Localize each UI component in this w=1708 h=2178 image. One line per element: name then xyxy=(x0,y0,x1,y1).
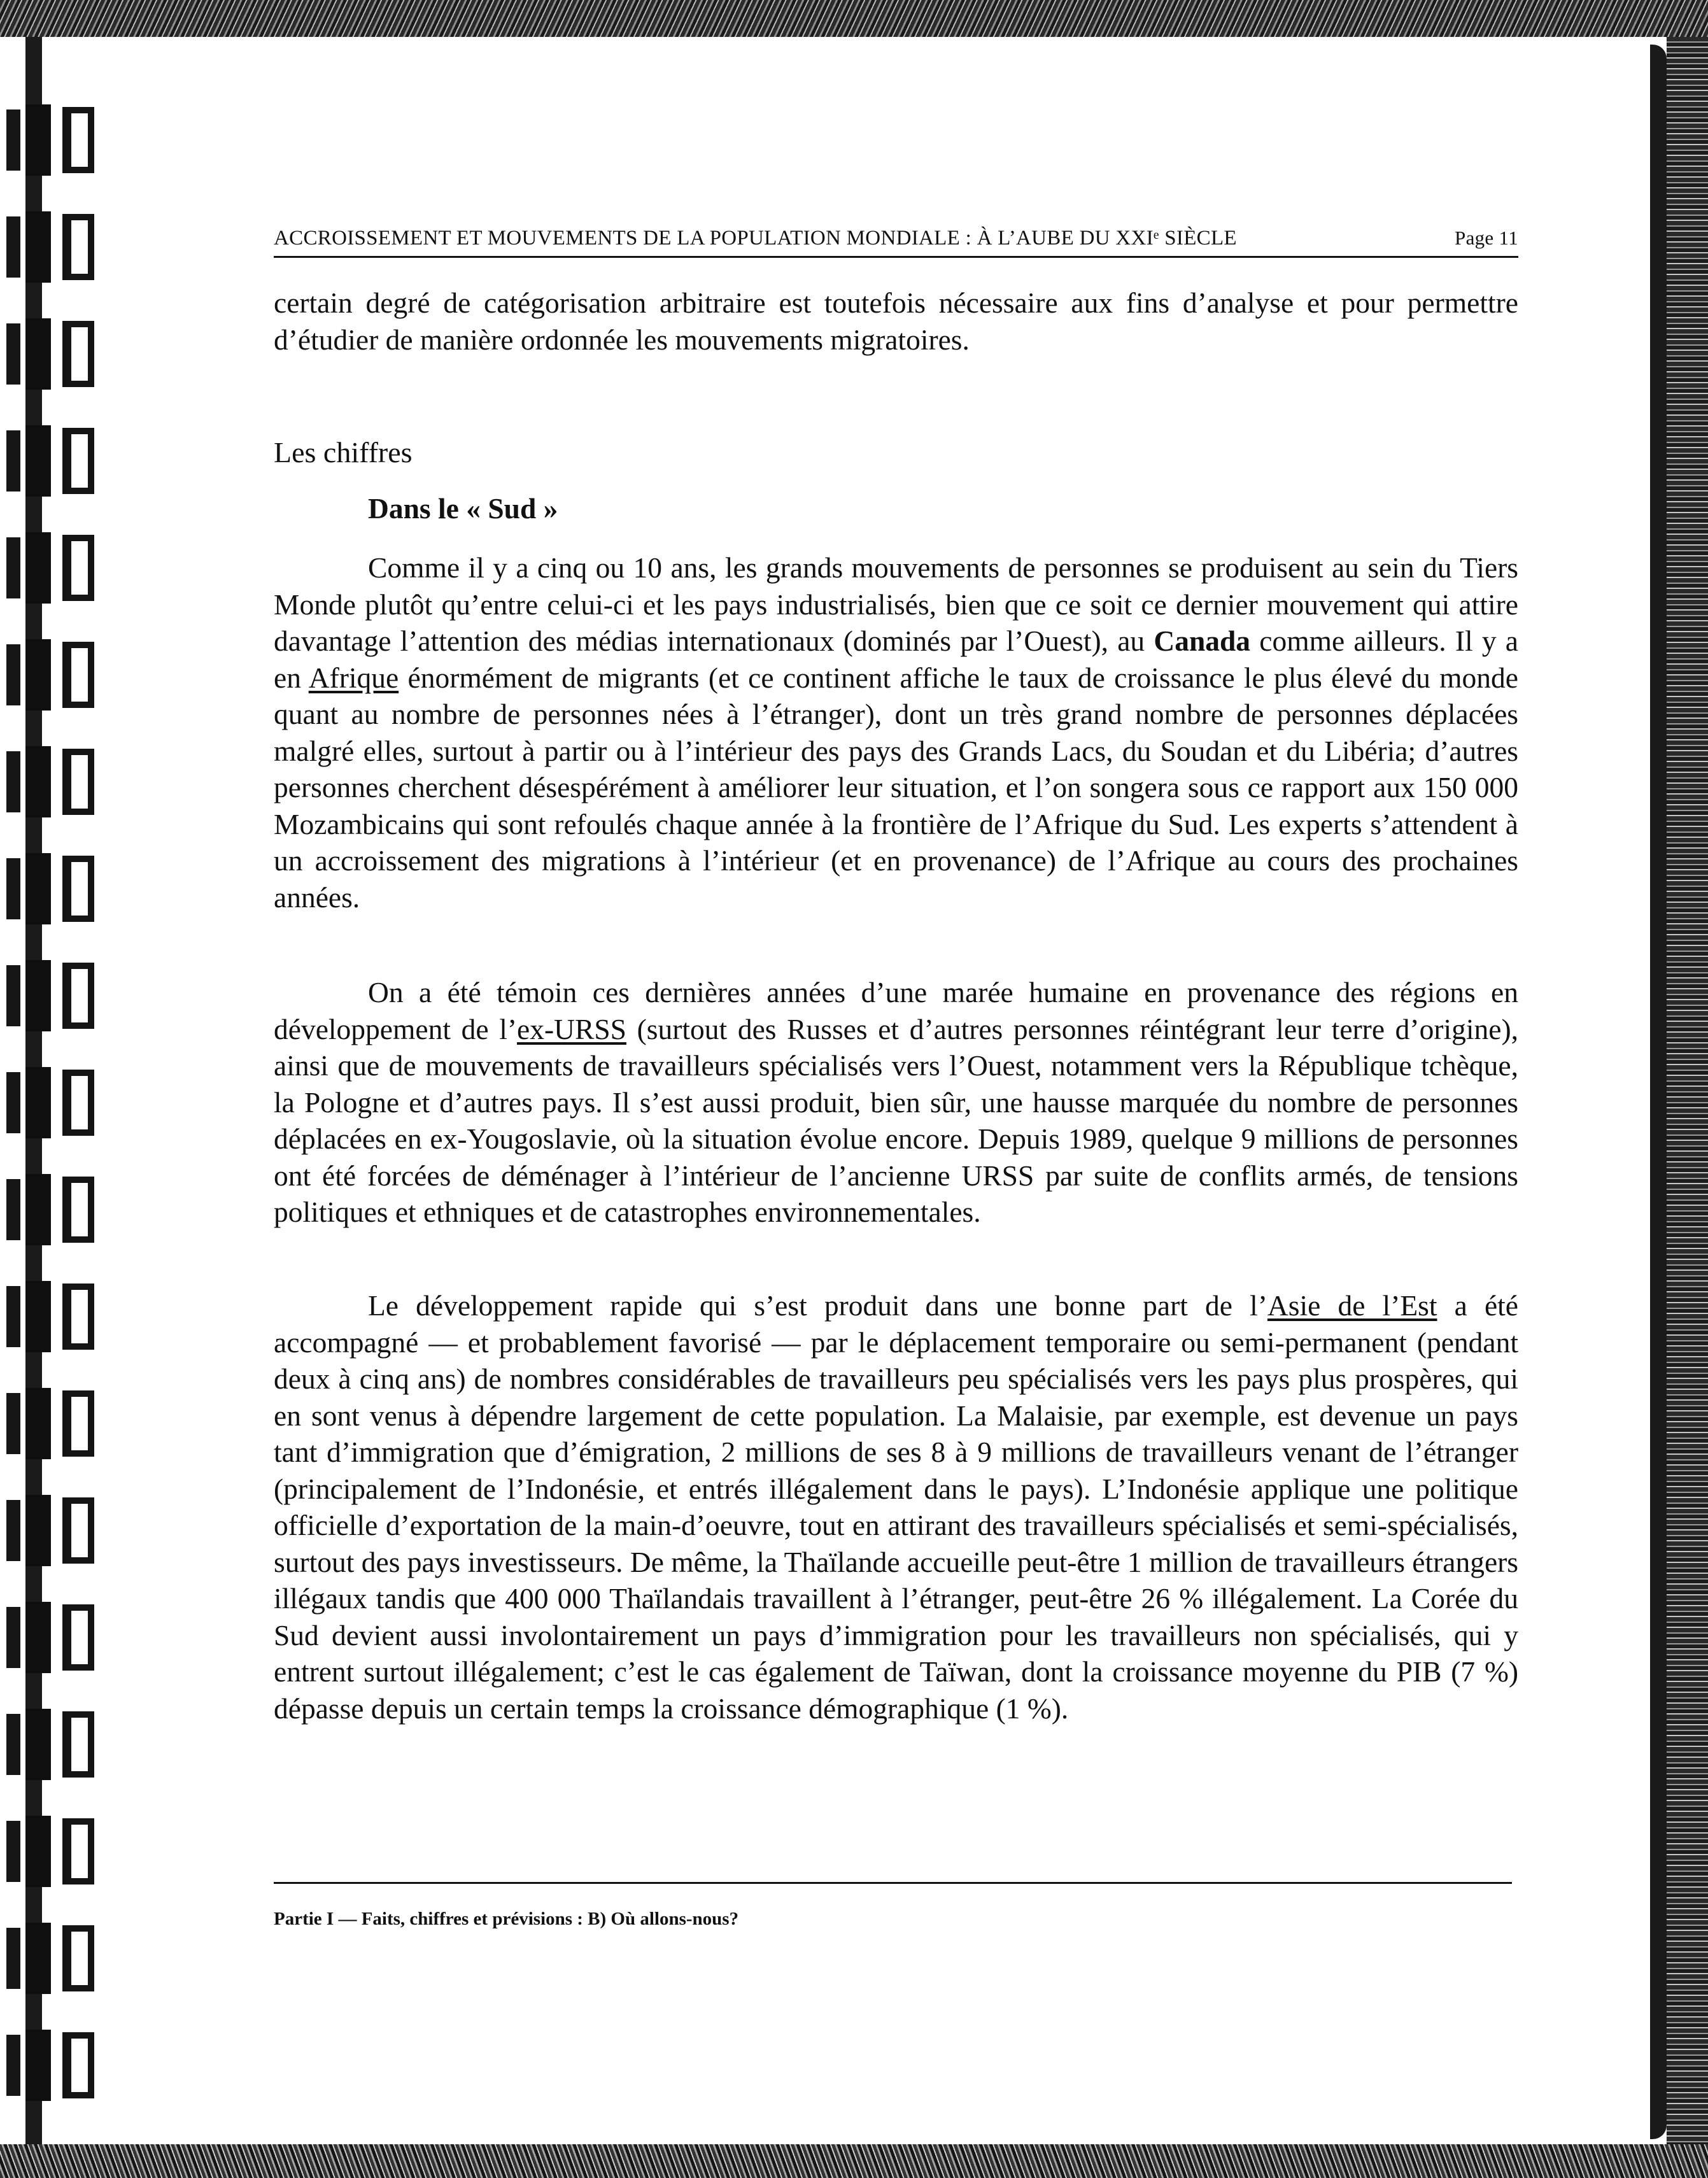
intro-paragraph: certain degré de catégorisation arbitraire est toutefois nécessaire aux fins d’analyse et pour permettre d’étudier de manière ordonnée les mouvements migratoires. xyxy=(274,286,1518,356)
section-heading: Les chiffres xyxy=(274,436,413,469)
paragraph-text: Comme il y a cinq ou 10 ans, les grands mouvements de personnes se produisent au sein du Tiers Monde plutôt qu’entre celui-ci et les pays industrialisés, bien que ce soit ce dernier mouvement qui attire davantage l’attention des médias internationaux (dominés par l’Ouest), au xyxy=(274,551,1518,657)
paragraph-text: On a été témoin ces dernières années d’une marée humaine en provenance des régions en développement de l’ xyxy=(274,976,1518,1045)
paragraph-text: énormément de migrants (et ce continent affiche le taux de croissance le plus élevé du monde quant au nombre de personnes nées à l’étranger), dont un très grand nombre de personnes déplacées malgré elles, surtout à partir ou à l’intérieur des pays des Grands Lacs, du Soudan et du Libéria; d’autres personnes cherchent désespérément à améliorer leur situation, et l’on songera sous ce rapport aux 150 000 Mozambicains qui sont refoulés chaque année à la frontière de l’Afrique du Sud. Les experts s’attendent à un accroissement des migrations à l’intérieur (et en provenance) de l’Afrique au cours des prochaines années. xyxy=(274,661,1518,914)
term-ex-urss-underlined: ex-URSS xyxy=(517,1012,626,1045)
paragraph-asie xyxy=(274,1287,1518,1727)
paragraph-africa xyxy=(274,549,1518,916)
paragraph-text: Le développement rapide qui s’est produit dans une bonne part de l’ xyxy=(368,1289,1267,1322)
term-canada: Canada xyxy=(1154,625,1251,657)
term-asie-de-l-est-underlined: Asie de l’Est xyxy=(1267,1289,1437,1322)
section-subheading: Dans le « Sud » xyxy=(368,492,558,525)
running-footer: Partie I — Faits, chiffres et prévisions : B) Où allons-nous? xyxy=(274,1909,739,1929)
page-number: Page 11 xyxy=(1455,227,1518,249)
paragraph-text: comme ailleurs. Il y a en xyxy=(274,625,1518,694)
paragraph-text: (surtout des Russes et d’autres personnes réintégrant leur terre d’origine), ainsi que de mouvements de travailleurs spécialisés vers l’Ouest, notamment vers la République tchèque, la Pologne et d’autres pays. Il s’est aussi produit, bien sûr, une hausse marquée du nombre de personnes déplacées en ex-Yougoslavie, où la situation évolue encore. Depuis 1989, quelque 9 millions de personnes ont été forcées de déménager à l’intérieur de l’ancienne URSS par suite de conflits armés, de tensions politiques et ethniques et de catastrophes environnementales. xyxy=(274,1012,1518,1228)
running-header-title: ACCROISSEMENT ET MOUVEMENTS DE LA POPULATION MONDIALE : À L’AUBE DU XXIᵉ SIÈCLE xyxy=(274,227,1237,250)
paragraph-text: a été accompagné — et probablement favorisé — par le déplacement temporaire ou semi-permanent (pendant deux à cinq ans) de nombres considérables de travailleurs peu spécialisés vers les pays plus prospères, qui en sont venus à dépendre largement de cette population. La Malaisie, par exemple, est devenue un pays tant d’immigration que d’émigration, 2 millions de ses 8 à 9 millions de travailleurs venant de l’étranger (principalement de l’Indonésie, et entrés illégalement dans le pays). L’Indonésie applique une politique officielle d’exportation de la main-d’oeuvre, tout en attirant des travailleurs spécialisés et semi-spécialisés, surtout des pays investisseurs. De même, la Thaïlande accueille peut-être 1 million de travailleurs étrangers illégaux tandis que 400 000 Thaïlandais travaillent à l’étranger, peut-être 26 % illégalement. La Corée du Sud devient aussi involontairement un pays d’immigration pour les travailleurs non spécialisés, qui y entrent surtout illégalement; c’est le cas également de Taïwan, dont la croissance moyenne du PIB (7 %) dépasse depuis un certain temps la croissance démographique (1 %). xyxy=(274,1289,1519,1725)
term-afrique-underlined: Afrique xyxy=(308,661,399,694)
running-header xyxy=(274,224,1518,258)
paragraph-urss xyxy=(274,974,1518,1231)
footer-rule xyxy=(274,1882,1512,1884)
